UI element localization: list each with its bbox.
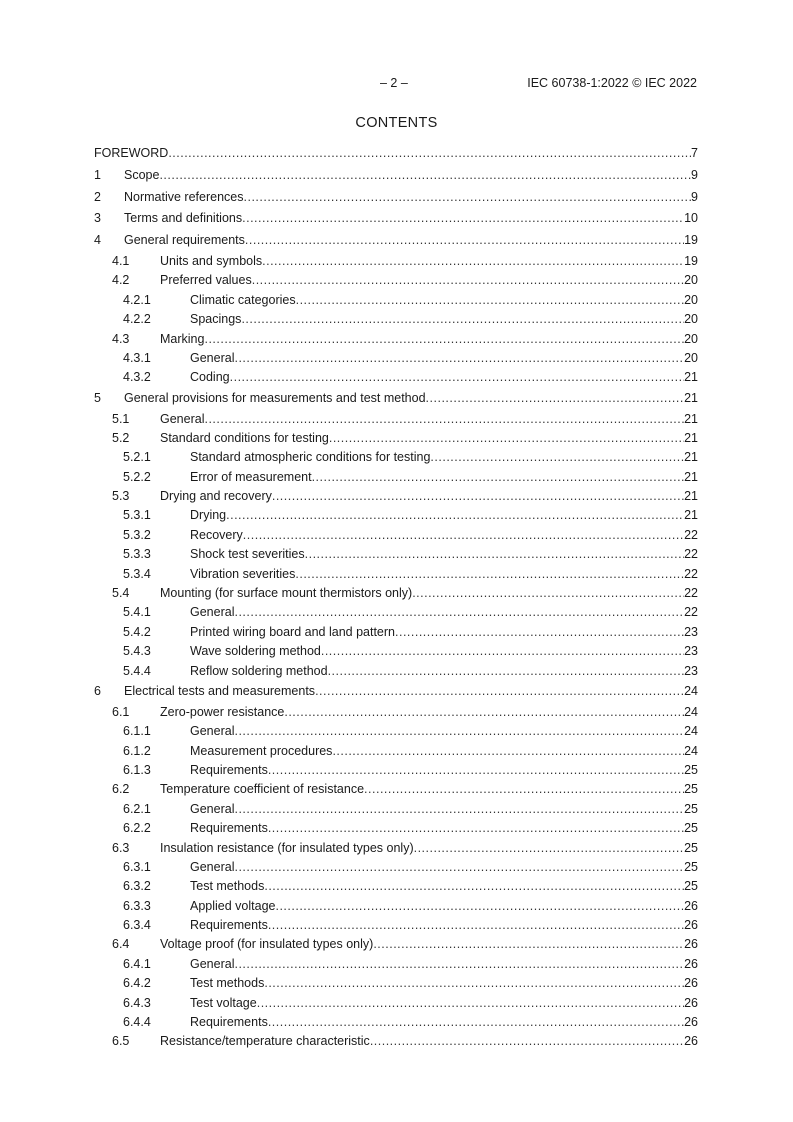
toc-entry-number: 6.2.2 (123, 821, 151, 836)
toc-entry[interactable] (94, 974, 698, 993)
toc-entry-number: 4.3.1 (123, 350, 151, 365)
toc-entry-page: 22 (684, 586, 698, 601)
toc-entry-page: 21 (684, 469, 698, 484)
toc-leader-dots (296, 291, 685, 310)
toc-entry-page: 20 (684, 331, 698, 346)
toc-leader-dots (373, 935, 684, 954)
toc-entry[interactable] (94, 429, 698, 448)
toc-entry-number: 6 (94, 683, 101, 698)
toc-entry-page: 26 (684, 937, 698, 952)
toc-entry-label: Shock test severities (190, 547, 305, 562)
toc-entry-page: 21 (684, 430, 698, 445)
toc-leader-dots (414, 839, 684, 858)
toc-entry-number: 5.2.1 (123, 450, 151, 465)
toc-entry[interactable] (94, 800, 698, 819)
toc-entry-page: 24 (684, 743, 698, 758)
toc-entry[interactable] (94, 858, 698, 877)
toc-leader-dots (268, 761, 684, 780)
toc-entry-page: 25 (684, 762, 698, 777)
toc-entry-number: 5.3.3 (123, 547, 151, 562)
toc-entry-number: 6.1 (112, 704, 130, 719)
toc-entry-number: 5.4.2 (123, 624, 151, 639)
toc-entry-label: General (190, 724, 235, 739)
toc-entry-page: 10 (684, 211, 698, 226)
toc-entry-page: 25 (684, 801, 698, 816)
toc-entry-label: Measurement procedures (190, 743, 333, 758)
toc-entry[interactable] (94, 703, 698, 722)
toc-leader-dots (168, 143, 691, 165)
toc-entry-page: 22 (684, 566, 698, 581)
toc-entry-number: 4.3.2 (123, 370, 151, 385)
toc-entry-number: 4.3 (112, 331, 130, 346)
toc-leader-dots (395, 623, 684, 642)
toc-entry-number: 6.1.1 (123, 724, 151, 739)
toc-entry-label: General (190, 801, 235, 816)
toc-entry-page: 22 (684, 547, 698, 562)
toc-leader-dots (305, 545, 684, 564)
toc-entry-page: 26 (684, 898, 698, 913)
toc-entry[interactable] (94, 839, 698, 858)
toc-leader-dots (370, 1032, 684, 1051)
toc-entry-number: 5.2 (112, 430, 130, 445)
toc-entry-number: 6.1.2 (123, 743, 151, 758)
toc-entry-page: 9 (691, 167, 698, 182)
toc-entry-page: 25 (684, 859, 698, 874)
toc-entry-label: Printed wiring board and land pattern (190, 624, 395, 639)
toc-leader-dots (284, 703, 684, 722)
toc-leader-dots (244, 187, 692, 209)
toc-entry-page: 19 (684, 253, 698, 268)
toc-entry-number: 4 (94, 233, 101, 248)
toc-entry[interactable] (94, 368, 698, 387)
toc-entry-page: 23 (684, 624, 698, 639)
toc-entry[interactable] (94, 935, 698, 954)
toc-entry[interactable] (94, 410, 698, 429)
toc-entry-page: 20 (684, 273, 698, 288)
toc-entry-page: 21 (684, 390, 698, 405)
toc-entry-label: Test methods (190, 879, 265, 894)
toc-entry-page: 26 (684, 995, 698, 1010)
toc-leader-dots (430, 448, 684, 467)
toc-entry-label: Climatic categories (190, 292, 296, 307)
toc-entry-number: 5.1 (112, 411, 130, 426)
toc-leader-dots (268, 1013, 684, 1032)
toc-leader-dots (159, 165, 691, 187)
toc-entry-number: 6.4.3 (123, 995, 151, 1010)
toc-entry-label: Requirements (190, 1015, 268, 1030)
toc-entry[interactable] (94, 545, 698, 564)
toc-entry-label: General (190, 859, 235, 874)
toc-entry-number: 6.4.4 (123, 1015, 151, 1030)
toc-entry[interactable] (94, 819, 698, 838)
page-number: – 2 – (380, 76, 408, 90)
toc-leader-dots (234, 955, 684, 974)
toc-leader-dots (426, 388, 685, 410)
toc-entry-label: Preferred values (160, 273, 252, 288)
toc-entry[interactable] (94, 143, 698, 165)
toc-entry-page: 25 (684, 782, 698, 797)
toc-entry-label: Scope (124, 167, 160, 182)
toc-entry-page: 26 (684, 956, 698, 971)
toc-entry-number: 6.3.1 (123, 859, 151, 874)
table-of-contents (94, 143, 698, 1052)
toc-entry-label: Resistance/temperature characteristic (160, 1034, 370, 1049)
toc-entry[interactable] (94, 1032, 698, 1051)
toc-entry[interactable] (94, 565, 698, 584)
toc-entry[interactable] (94, 448, 698, 467)
page-title: CONTENTS (355, 115, 438, 131)
toc-entry-label: Vibration severities (190, 566, 296, 581)
toc-entry-label: Marking (160, 331, 205, 346)
toc-leader-dots (329, 429, 684, 448)
toc-entry-page: 23 (684, 663, 698, 678)
toc-entry-label: General requirements (124, 233, 245, 248)
toc-entry-number: 6.3.4 (123, 918, 151, 933)
toc-entry[interactable] (94, 780, 698, 799)
toc-entry-label: Standard atmospheric conditions for testing (190, 450, 431, 465)
toc-entry-number: 5.3 (112, 489, 130, 504)
toc-entry-number: 5 (94, 390, 101, 405)
toc-leader-dots (321, 642, 684, 661)
toc-entry-label: Coding (190, 370, 230, 385)
toc-entry-number: 2 (94, 189, 101, 204)
toc-entry-page: 20 (684, 292, 698, 307)
toc-entry-number: 6.4 (112, 937, 130, 952)
toc-entry-number: 4.2.2 (123, 312, 151, 327)
toc-entry-label: Normative references (124, 189, 244, 204)
toc-leader-dots (332, 742, 684, 761)
toc-entry-label: Voltage proof (for insulated types only) (160, 937, 374, 952)
toc-entry-label: Electrical tests and measurements (124, 683, 316, 698)
toc-entry-label: General (190, 605, 235, 620)
toc-entry[interactable] (94, 526, 698, 545)
toc-entry-label: General (190, 350, 235, 365)
toc-entry-label: General (160, 411, 205, 426)
toc-entry-page: 25 (684, 840, 698, 855)
toc-entry-page: 22 (684, 527, 698, 542)
toc-leader-dots (204, 410, 684, 429)
toc-entry-number: 6.3.2 (123, 879, 151, 894)
toc-entry-number: 3 (94, 211, 101, 226)
toc-entry[interactable] (94, 506, 698, 525)
toc-entry[interactable] (94, 1013, 698, 1032)
toc-entry-number: 5.4.1 (123, 605, 151, 620)
toc-leader-dots (264, 877, 684, 896)
toc-entry-label: Wave soldering method (190, 644, 321, 659)
toc-entry-label: Drying (190, 508, 227, 523)
toc-leader-dots (262, 252, 684, 271)
toc-entry-number: 6.2.1 (123, 801, 151, 816)
toc-entry[interactable] (94, 681, 698, 703)
toc-leader-dots (245, 230, 684, 252)
toc-entry-page: 24 (684, 683, 698, 698)
toc-entry-number: 6.5 (112, 1034, 130, 1049)
toc-entry-label: Insulation resistance (for insulated types only) (160, 840, 414, 855)
toc-entry[interactable] (94, 349, 698, 368)
toc-entry-page: 21 (684, 370, 698, 385)
toc-leader-dots (268, 819, 684, 838)
toc-leader-dots (264, 974, 684, 993)
toc-entry-page: 24 (684, 724, 698, 739)
toc-entry-label: Reflow soldering method (190, 663, 328, 678)
toc-leader-dots (241, 310, 684, 329)
toc-entry[interactable] (94, 291, 698, 310)
toc-entry[interactable] (94, 330, 698, 349)
toc-leader-dots (312, 468, 685, 487)
toc-entry-label: General (190, 956, 235, 971)
toc-leader-dots (242, 208, 684, 230)
toc-leader-dots (243, 526, 684, 545)
toc-leader-dots (275, 897, 684, 916)
toc-entry[interactable] (94, 208, 698, 230)
toc-entry[interactable] (94, 468, 698, 487)
toc-entry-page: 7 (691, 146, 698, 160)
toc-entry-page: 26 (684, 1034, 698, 1049)
toc-entry[interactable] (94, 230, 698, 252)
toc-entry[interactable] (94, 761, 698, 780)
toc-entry[interactable] (94, 994, 698, 1013)
toc-entry-page: 26 (684, 976, 698, 991)
toc-entry-label: Terms and definitions (124, 211, 243, 226)
toc-entry-number: 5.3.2 (123, 527, 151, 542)
toc-entry-number: 5.4 (112, 586, 130, 601)
toc-leader-dots (268, 916, 684, 935)
toc-entry-page: 21 (684, 508, 698, 523)
toc-entry-label: Requirements (190, 762, 268, 777)
toc-entry[interactable] (94, 388, 698, 410)
toc-leader-dots (204, 330, 684, 349)
toc-leader-dots (295, 565, 684, 584)
toc-entry-label: Test methods (190, 976, 265, 991)
toc-leader-dots (234, 858, 684, 877)
toc-entry-number: 5.3.1 (123, 508, 151, 523)
toc-entry-number: 5.4.3 (123, 644, 151, 659)
toc-leader-dots (315, 681, 684, 703)
toc-leader-dots (364, 780, 684, 799)
toc-entry[interactable] (94, 310, 698, 329)
toc-leader-dots (252, 271, 684, 290)
toc-entry-label: Recovery (190, 527, 243, 542)
toc-entry-page: 26 (684, 918, 698, 933)
toc-entry-label: General provisions for measurements and test method (124, 390, 426, 405)
toc-entry-page: 22 (684, 605, 698, 620)
toc-entry[interactable] (94, 603, 698, 622)
toc-entry[interactable] (94, 165, 698, 187)
toc-entry-number: 5.4.4 (123, 663, 151, 678)
toc-entry-number: 6.1.3 (123, 762, 151, 777)
toc-leader-dots (234, 349, 684, 368)
toc-leader-dots (234, 722, 684, 741)
toc-entry[interactable] (94, 252, 698, 271)
toc-entry[interactable] (94, 897, 698, 916)
toc-entry-label: Zero-power resistance (160, 704, 285, 719)
toc-entry-label: Mounting (for surface mount thermistors only) (160, 586, 413, 601)
toc-entry-number: 5.2.2 (123, 469, 151, 484)
toc-leader-dots (230, 368, 684, 387)
toc-leader-dots (234, 800, 684, 819)
toc-entry[interactable] (94, 742, 698, 761)
toc-entry-label: Units and symbols (160, 253, 263, 268)
toc-entry-number: 6.3 (112, 840, 130, 855)
toc-entry[interactable] (94, 877, 698, 896)
toc-entry-page: 9 (691, 189, 698, 204)
toc-entry-label: Spacings (190, 312, 242, 327)
toc-entry-label: Temperature coefficient of resistance (160, 782, 365, 797)
toc-entry-page: 24 (684, 704, 698, 719)
toc-leader-dots (234, 603, 684, 622)
toc-entry[interactable] (94, 584, 698, 603)
toc-entry-number: 6.2 (112, 782, 130, 797)
toc-entry-label: Test voltage (190, 995, 257, 1010)
toc-leader-dots (328, 662, 685, 681)
toc-entry[interactable] (94, 187, 698, 209)
toc-entry-page: 23 (684, 644, 698, 659)
toc-entry[interactable] (94, 722, 698, 741)
toc-entry-page: 21 (684, 411, 698, 426)
toc-leader-dots (257, 994, 684, 1013)
toc-entry-number: 1 (94, 167, 101, 182)
toc-entry-page: 25 (684, 879, 698, 894)
toc-entry-page: 25 (684, 821, 698, 836)
toc-entry-number: 5.3.4 (123, 566, 151, 581)
toc-entry-label: FOREWORD (94, 146, 169, 160)
toc-entry-page: 20 (684, 312, 698, 327)
toc-entry[interactable] (94, 916, 698, 935)
toc-leader-dots (272, 487, 684, 506)
standard-reference: IEC 60738-1:2022 © IEC 2022 (527, 76, 697, 90)
toc-entry-number: 4.1 (112, 253, 130, 268)
toc-entry-page: 19 (684, 233, 698, 248)
toc-entry-label: Error of measurement (190, 469, 312, 484)
toc-entry[interactable] (94, 623, 698, 642)
toc-entry-number: 4.2.1 (123, 292, 151, 307)
toc-entry-label: Requirements (190, 821, 268, 836)
toc-entry[interactable] (94, 487, 698, 506)
toc-entry[interactable] (94, 955, 698, 974)
toc-entry[interactable] (94, 642, 698, 661)
toc-entry-number: 6.4.1 (123, 956, 151, 971)
toc-entry-label: Requirements (190, 918, 268, 933)
toc-entry-page: 21 (684, 489, 698, 504)
toc-entry-page: 20 (684, 350, 698, 365)
toc-entry-label: Standard conditions for testing (160, 430, 329, 445)
toc-entry-number: 4.2 (112, 273, 130, 288)
toc-leader-dots (412, 584, 684, 603)
toc-entry-page: 21 (684, 450, 698, 465)
toc-entry[interactable] (94, 271, 698, 290)
toc-entry-label: Drying and recovery (160, 489, 272, 504)
toc-leader-dots (226, 506, 684, 525)
toc-entry[interactable] (94, 662, 698, 681)
toc-entry-number: 6.3.3 (123, 898, 151, 913)
toc-entry-number: 6.4.2 (123, 976, 151, 991)
toc-entry-label: Applied voltage (190, 898, 276, 913)
toc-entry-page: 26 (684, 1015, 698, 1030)
